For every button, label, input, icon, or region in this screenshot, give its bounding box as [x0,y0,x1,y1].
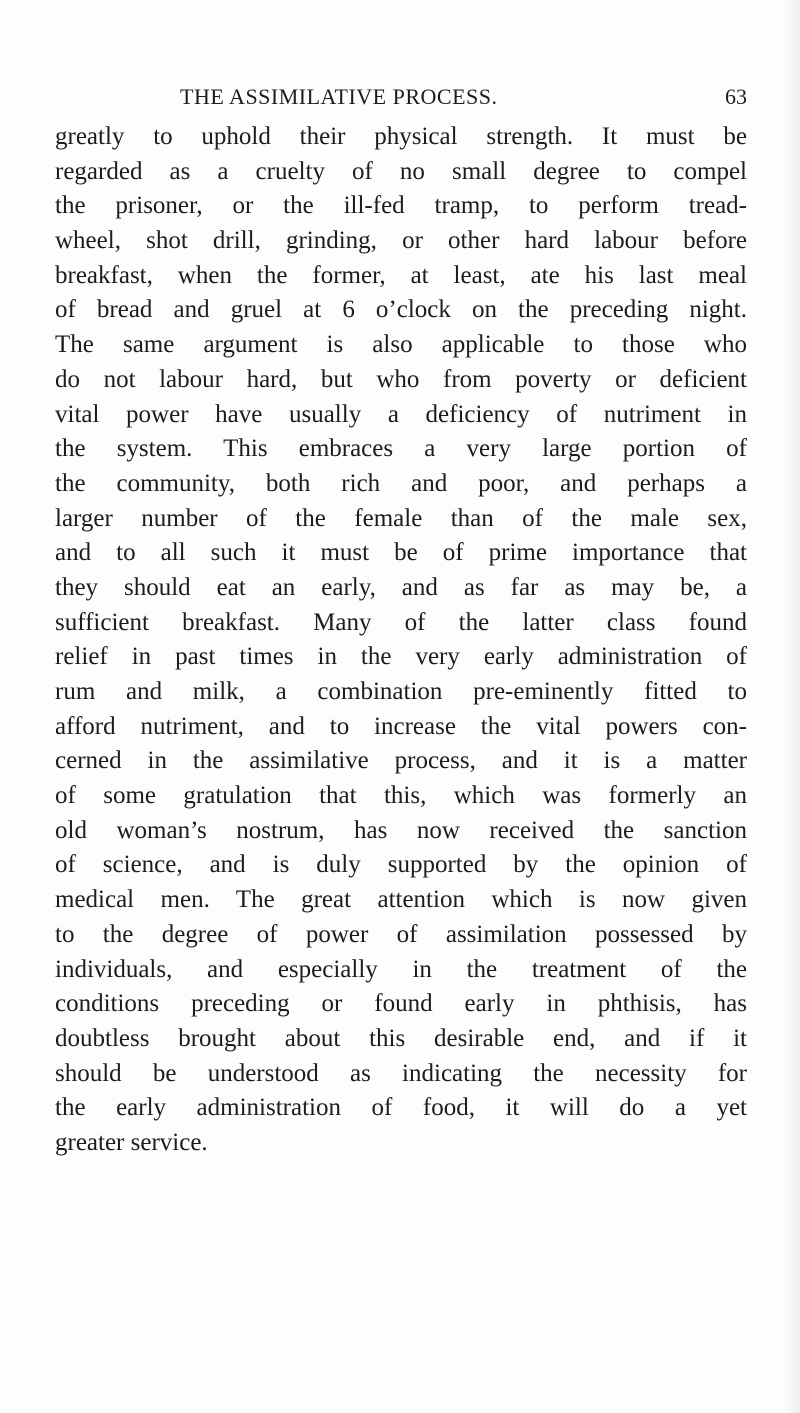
text-line: The same argument is also applicable to those who [55,331,747,359]
text-line: larger number of the female than of the male sex, [55,504,747,532]
text-line: medical men. The great attention which is now given [55,886,747,914]
text-line: of science, and is duly supported by the opinion of [55,851,747,879]
text-line: the early administration of food, it will do a yet [55,1094,747,1122]
text-line: sufficient breakfast. Many of the latter class found [55,608,747,636]
text-line: breakfast, when the former, at least, ate his last meal [55,261,747,289]
text-line: conditions preceding or found early in phthisis, has [55,990,747,1018]
text-line: the prisoner, or the ill-fed tramp, to perform tread- [55,192,747,220]
page-header [92,84,747,114]
text-line: doubtless brought about this desirable end, and if it [55,1024,747,1052]
text-line: old woman’s nostrum, has now received the sanction [55,816,747,844]
text-line: do not labour hard, but who from poverty or deficient [55,365,747,393]
text-line: cerned in the assimilative process, and it is a matter [55,747,747,775]
text-line: greatly to uphold their physical strength. It must be [55,123,747,150]
text-line: the system. This embraces a very large portion of [55,435,747,463]
text-line: regarded as a cruelty of no small degree to compel [55,157,747,185]
text-line: afford nutriment, and to increase the vital powers con- [55,712,747,740]
running-head: THE ASSIMILATIVE PROCESS. [180,84,498,109]
body-text [55,120,747,1161]
page-edge-shadow [782,0,800,1413]
text-line: of some gratulation that this, which was formerly an [55,782,747,810]
text-line: they should eat an early, and as far as may be, a [55,573,747,601]
text-line: the community, both rich and poor, and perhaps a [55,469,747,497]
text-line: rum and milk, a combination pre-eminently fitted to [55,678,747,705]
page-number: 63 [725,84,747,109]
text-line: individuals, and especially in the treatment of the [55,955,747,983]
text-line: wheel, shot drill, grinding, or other hard labour before [55,227,747,255]
text-line: vital power have usually a deficiency of nutriment in [55,400,747,428]
text-line: of bread and gruel at 6 o’clock on the preceding night. [55,296,747,324]
text-line: to the degree of power of assimilation possessed by [55,920,747,948]
text-line: relief in past times in the very early administration of [55,643,747,671]
text-line: should be understood as indicating the necessity for [55,1059,747,1087]
text-line-last: greater service. [55,1128,208,1156]
text-line: and to all such it must be of prime importance that [55,539,747,567]
